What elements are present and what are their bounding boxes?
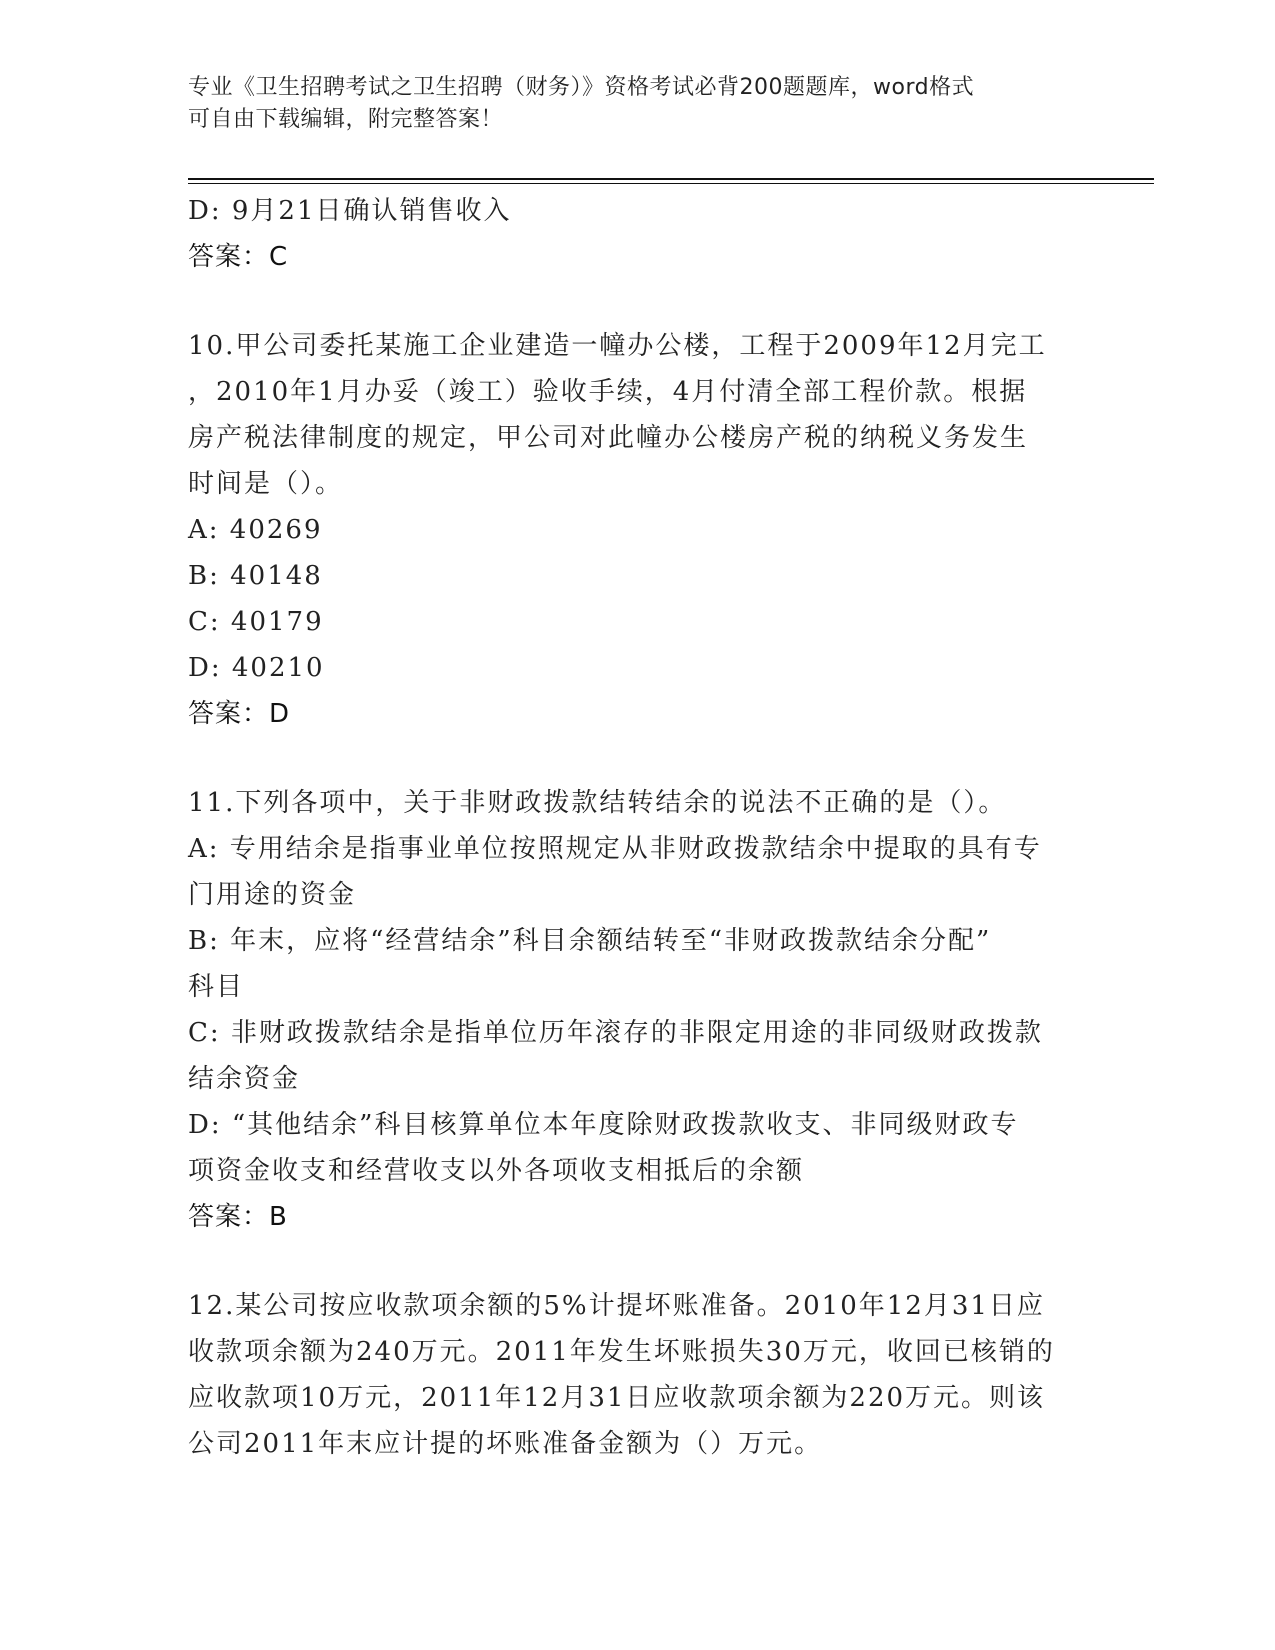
question-11-option-b-line: 科目 [188, 972, 245, 1002]
question-12-stem-line: 收款项余额为240万元。2011年发生坏账损失30万元，收回已核销的 [188, 1337, 1055, 1367]
header-divider-thick [188, 178, 1154, 180]
question-11-option-d-line: D: “其他结余”科目核算单位本年度除财政拨款收支、非同级财政专 [188, 1110, 1019, 1140]
document-header [188, 72, 1078, 136]
question-10-option-a: A: 40269 [188, 515, 323, 545]
header-subtitle-line: 可自由下载编辑，附完整答案！ [188, 107, 504, 132]
question-11-option-a-line: 门用途的资金 [188, 880, 357, 910]
question-12-stem-line: 应收款项10万元，2011年12月31日应收款项余额为220万元。则该 [188, 1383, 1046, 1413]
question-spacer [188, 737, 1088, 780]
question-10-option-c: C: 40179 [188, 607, 324, 637]
question-9 [188, 188, 1088, 280]
question-11-option-b-line: B: 年末，应将“经营结余”科目余额结转至“非财政拨款结余分配” [188, 926, 992, 956]
question-10-stem-line: 时间是（）。 [188, 469, 344, 499]
question-content [188, 188, 1088, 1467]
question-11-option-c-line: C: 非财政拨款结余是指单位历年滚存的非限定用途的非同级财政拨款 [188, 1018, 1043, 1048]
question-12-stem-line: 公司2011年末应计提的坏账准备金额为（）万元。 [188, 1429, 823, 1459]
question-11-answer: 答案：B [188, 1202, 288, 1232]
header-title-line: 专业《卫生招聘考试之卫生招聘（财务）》资格考试必背200题题库，word格式 [188, 75, 975, 100]
question-10-option-b: B: 40148 [188, 561, 323, 591]
question-10-stem-line: 房产税法律制度的规定，甲公司对此幢办公楼房产税的纳税义务发生 [188, 423, 1029, 453]
question-spacer [188, 1240, 1088, 1283]
question-11 [188, 780, 1088, 1240]
question-11-option-c-line: 结余资金 [188, 1064, 301, 1094]
question-11-option-a-line: A: 专用结余是指事业单位按照规定从非财政拨款结余中提取的具有专 [188, 834, 1042, 864]
question-10-option-d: D: 40210 [188, 653, 325, 683]
question-10-answer: 答案：D [188, 699, 291, 729]
question-12 [188, 1283, 1088, 1467]
question-9-option-d: D: 9月21日确认销售收入 [188, 196, 512, 226]
question-10-stem-line: 10.甲公司委托某施工企业建造一幢办公楼，工程于2009年12月完工 [188, 331, 1047, 361]
header-divider-thin [188, 183, 1154, 184]
question-11-option-d-line: 项资金收支和经营收支以外各项收支相抵后的余额 [188, 1156, 805, 1186]
question-10 [188, 323, 1088, 737]
question-spacer [188, 280, 1088, 323]
question-10-stem-line: ，2010年1月办妥（竣工）验收手续，4月付清全部工程价款。根据 [188, 377, 1028, 407]
question-11-stem-line: 11.下列各项中，关于非财政拨款结转结余的说法不正确的是（）。 [188, 788, 1007, 818]
question-12-stem-line: 12.某公司按应收款项余额的5%计提坏账准备。2010年12月31日应 [188, 1291, 1045, 1321]
question-9-answer: 答案：C [188, 242, 289, 272]
